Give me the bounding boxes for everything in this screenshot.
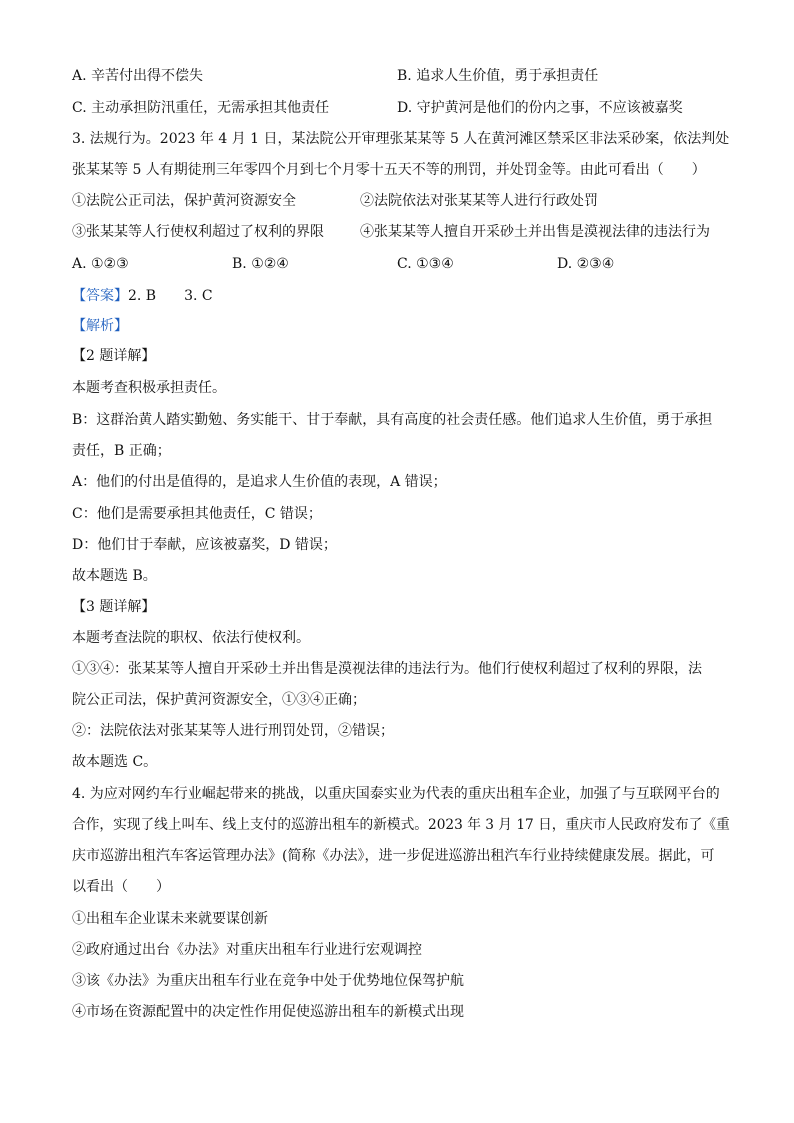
q2-detail-line-2: B：这群治黄人踏实勤勉、务实能干、甘于奉献，具有高度的社会责任感。他们追求人生价值，勇于承担 xyxy=(72,412,713,428)
q4-stem-line-2: 合作，实现了线上叫车、线上支付的巡游出租车的新模式。2023 年 3 月 17 日，重庆市人民政府发布了《重 xyxy=(72,817,730,833)
answer-text: 2. B 3. C xyxy=(128,288,213,304)
q4-item-4: ④市场在资源配置中的决定性作用促使巡游出租车的新模式出现 xyxy=(72,1004,464,1020)
q2-detail-line-4: A：他们的付出是值得的，是追求人生价值的表现，A 错误； xyxy=(72,474,447,490)
q3-detail-line-2: ①③④：张某某等人擅自开采砂土并出售是漠视法律的违法行为。他们行使权利超过了权利的界限，法 xyxy=(72,661,702,677)
q3-item-2: ②法院依法对张某某等人进行行政处罚 xyxy=(360,193,598,209)
q4-item-1: ①出租车企业谋未来就要谋创新 xyxy=(72,911,268,927)
q3-detail-heading: 【3 题详解】 xyxy=(72,599,156,615)
q4-item-3: ③该《办法》为重庆出租车行业在竞争中处于优势地位保驾护航 xyxy=(72,973,464,989)
analysis-tag: 【解析】 xyxy=(72,318,128,334)
q2-option-c: C. 主动承担防汛重任，无需承担其他责任 xyxy=(72,100,330,116)
q2-detail-line-5: C：他们是需要承担其他责任，C 错误； xyxy=(72,506,322,522)
q3-stem-line-2: 张某某等 5 人有期徒刑三年零四个月到七个月零十五天不等的刑罚，并处罚金等。由此可看出（ ） xyxy=(72,162,706,178)
q4-stem-line-1: 4. 为应对网约车行业崛起带来的挑战，以重庆国泰实业为代表的重庆出租车企业，加强了与互联网平台的 xyxy=(72,786,720,802)
q2-detail-line-1: 本题考查积极承担责任。 xyxy=(72,380,226,396)
q4-item-2: ②政府通过出台《办法》对重庆出租车行业进行宏观调控 xyxy=(72,942,422,958)
answer-line xyxy=(72,286,213,306)
q4-stem-line-4: 以看出（ ） xyxy=(72,879,170,895)
q2-option-b: B. 追求人生价值，勇于承担责任 xyxy=(397,68,599,84)
q2-option-a: A. 辛苦付出得不偿失 xyxy=(72,68,204,84)
q2-option-d: D. 守护黄河是他们的份内之事，不应该被嘉奖 xyxy=(397,100,683,116)
q2-detail-heading: 【2 题详解】 xyxy=(72,348,156,364)
q3-option-b: B. ①②④ xyxy=(232,256,289,272)
q3-item-3: ③张某某等人行使权利超过了权利的界限 xyxy=(72,224,324,240)
q3-detail-line-4: ②：法院依法对张某某等人进行刑罚处罚，②错误； xyxy=(72,723,394,739)
q4-stem-line-3: 庆市巡游出租汽车客运管理办法》(简称《办法》，进一步促进巡游出租汽车行业持续健康发展。据此，可 xyxy=(72,848,715,864)
q3-option-c: C. ①③④ xyxy=(397,256,454,272)
q3-detail-line-5: 故本题选 C。 xyxy=(72,754,158,770)
answer-tag: 【答案】 xyxy=(72,288,128,304)
q3-option-d: D. ②③④ xyxy=(557,256,615,272)
q2-detail-line-3: 责任，B 正确； xyxy=(72,443,171,459)
q2-detail-line-7: 故本题选 B。 xyxy=(72,568,157,584)
q3-stem-line-1: 3. 法规行为。2023 年 4 月 1 日，某法院公开审理张某某等 5 人在黄河滩区禁采区非法采砂案，依法判处 xyxy=(72,131,730,147)
q3-item-1: ①法院公正司法，保护黄河资源安全 xyxy=(72,193,296,209)
q3-item-4: ④张某某等人擅自开采砂土并出售是漠视法律的违法行为 xyxy=(360,224,710,240)
q3-detail-line-3: 院公正司法，保护黄河资源安全，①③④正确； xyxy=(72,692,366,708)
q2-detail-line-6: D：他们甘于奉献，应该被嘉奖，D 错误； xyxy=(72,537,337,553)
q3-option-a: A. ①②③ xyxy=(72,256,129,272)
q3-detail-line-1: 本题考查法院的职权、依法行使权利。 xyxy=(72,630,310,646)
